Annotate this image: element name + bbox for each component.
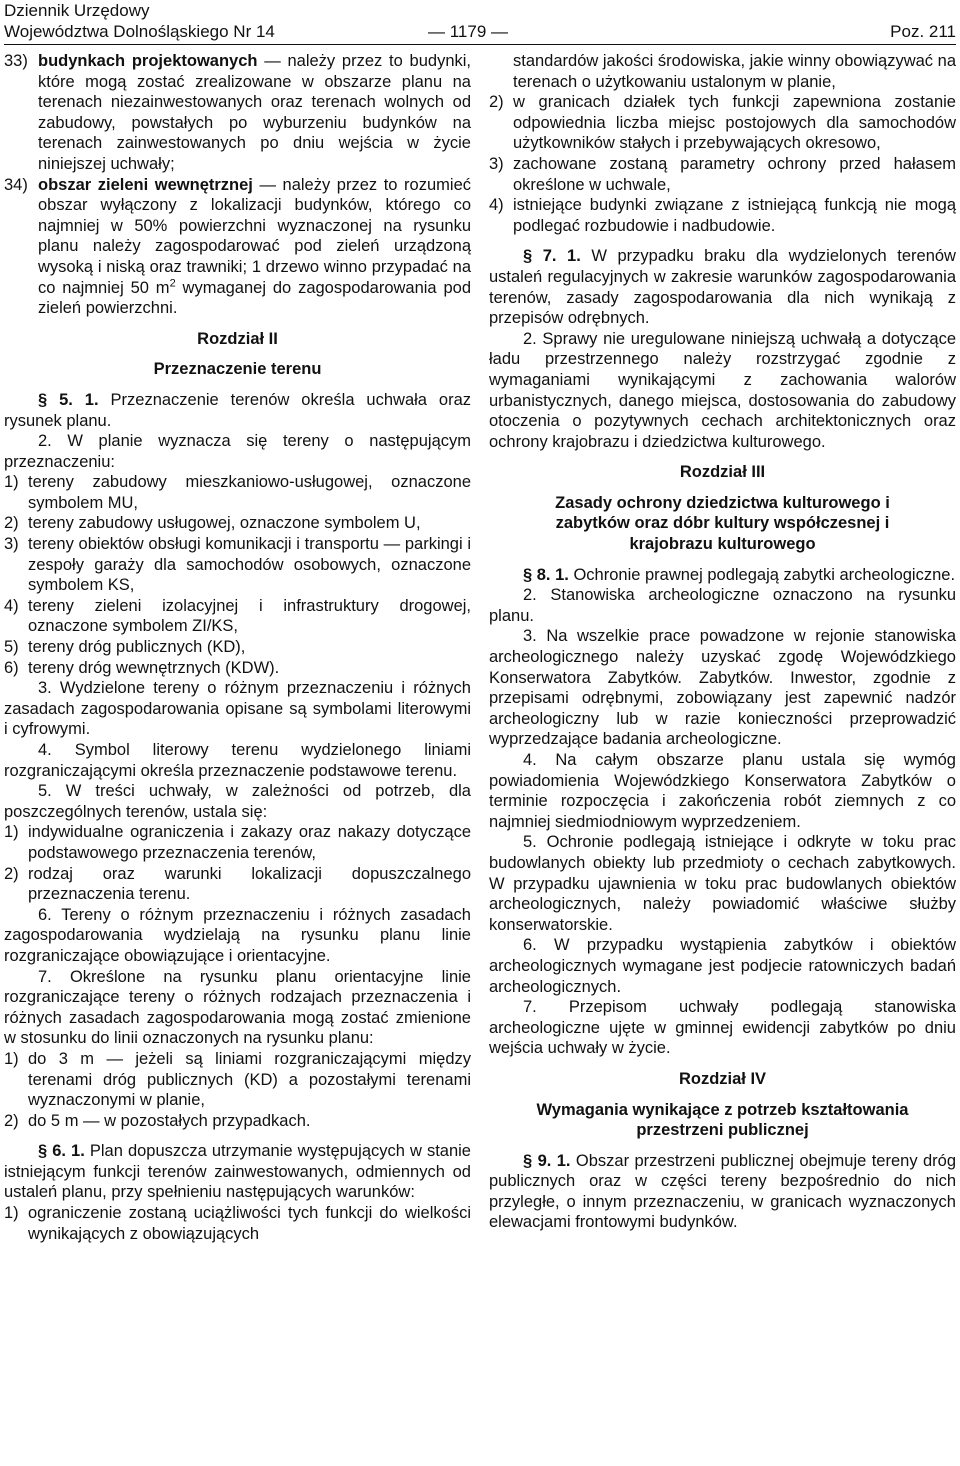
paragraph: § 9. 1. Obszar przestrzeni publicznej obejmuje tereny dróg publicznych oraz w części tereny bezpośrednio do nich przyległe, o innym przeznaczeniu, w granicach wyznaczonych elewacjami frontowymi budynków.: [489, 1151, 956, 1232]
definition-text: — należy przez to rozumieć obszar wyłączony z lokalizacji budynków, którego co najmniej w 50% powierzchni wyznaczonej na rysunku planu należy zagospodarować pod zieleń urządzoną wysoką i niską oraz trawniki; 1 drzewo winno przypadać na co najmniej 50 m: [38, 175, 471, 297]
list-item-text: tereny zabudowy mieszkaniowo-usługowej, oznaczone symbolem MU,: [28, 473, 471, 512]
list-item: [489, 154, 956, 195]
definition-term: budynkach projektowanych: [38, 52, 258, 70]
section-number: § 7. 1.: [523, 247, 581, 266]
list-item: 1) ograniczenie zostaną uciążliwości tych funkcji do wielkości wynikających z obowiązujących: [4, 1204, 471, 1243]
list-item: [4, 534, 471, 596]
right-column: [489, 51, 956, 1233]
list-item-number: 6): [4, 658, 19, 677]
paragraph: § 6. 1. Plan dopuszcza utrzymanie występujących w stanie istniejącym funkcji terenów zainwestowanych, odmiennych od ustaleń planu, przy spełnieniu następujących warunków:: [4, 1142, 471, 1202]
enumeration-list: [4, 1049, 471, 1131]
list-item-text: tereny zieleni izolacyjnej i infrastruktury drogowej, oznaczone symbolem ZI/KS,: [28, 596, 471, 636]
list-item-text: zachowane zostaną parametry ochrony przed hałasem określone w uchwale,: [513, 154, 956, 194]
superscript: 2: [169, 277, 176, 290]
list-item-number: 1): [4, 823, 19, 842]
list-item-text: indywidualne ograniczenia i zakazy oraz nakazy dotyczące podstawowego przeznaczenia terenów,: [28, 823, 471, 862]
publication-subtitle: Województwa Dolnośląskiego Nr 14: [4, 22, 275, 41]
chapter-title: Rozdział II: [197, 329, 278, 348]
definition-33: 33) budynkach projektowanych — należy przez to budynki, które mogą zostać zrealizowane w obszarze planu na terenach niezainwestowanych oraz terenach wolnych od zabudowy, powstałych po wyburzeniu budynków na terenach zainwestowanych po dniu wejścia w życie niniejszej uchwały;: [4, 52, 471, 173]
list-item-number: 2): [4, 864, 19, 883]
list-item: [4, 1111, 471, 1132]
list-item-continued: standardów jakości środowiska, jakie winny obowiązywać na terenach o użytkowaniu ustalonym w planie,: [513, 52, 956, 91]
paragraph: 2. W planie wyznacza się tereny o następującym przeznaczeniu:: [4, 432, 471, 471]
list-item: [4, 658, 471, 679]
paragraph: § 5. 1. Przeznaczenie terenów określa uchwała oraz rysunek planu.: [4, 390, 472, 430]
chapter-subtitle: Przeznaczenie terenu: [153, 360, 322, 379]
paragraph: 3. Na wszelkie prace powadzone w rejonie stanowiska archeologicznego należy uzyskać zgodę Wojewódzkiego Konserwatora Zabytków. Zabytków. Inwestor, zgodnie z przepisami odrębnymi, zobowiązany jest zapewnić nadzór archeologiczny lub w razie konieczności przeprowadzić wyprzedzające badania archeologiczne.: [489, 627, 956, 749]
header-divider: [4, 44, 956, 45]
section-number: § 5. 1.: [38, 390, 99, 409]
paragraph: § 7. 1. W przypadku braku dla wydzielonych terenów ustaleń regulacyjnych w zakresie warunków zagospodarowania terenów, zasady zagospodarowania dla nich wynikają z przepisów odrębnych.: [489, 247, 956, 328]
chapter-subtitle: Zasady ochrony dziedzictwa kulturowego i zabytków oraz dóbr kultury współczesnej i krajobrazu kulturowego: [555, 493, 890, 554]
list-item: [4, 596, 471, 637]
list-item-number: 1): [4, 1049, 19, 1068]
list-item-number: 4): [4, 596, 19, 615]
paragraph: 5. Ochronie podlegają istniejące i odkryte w toku prac budowlanych obiekty lub przedmioty o cechach zabytkowych. W przypadku ujawnienia w toku prac budowlanych obiektów archeologicznych, należy powiadomić właściwe służby konserwatorskie.: [489, 833, 956, 934]
list-item: [4, 864, 471, 905]
paragraph: 5. W treści uchwały, w zależności od potrzeb, dla poszczególnych terenów, ustala się:: [4, 782, 471, 821]
enumeration-list: [4, 822, 471, 904]
page-header: [4, 0, 956, 42]
list-item: [4, 1049, 471, 1111]
list-item-text: do 5 m — w pozostałych przypadkach.: [28, 1111, 311, 1130]
list-item-number: 3): [489, 154, 504, 173]
enumeration-list: [489, 92, 956, 236]
paragraph: § 8. 1. Ochronie prawnej podlegają zabytki archeologiczne.: [523, 565, 956, 584]
definition-34: 34) obszar zieleni wewnętrznej — należy przez to rozumieć obszar wyłączony z lokalizacji budynków, którego co najmniej w 50% powierzchni wyznaczonej na rysunku planu należy zagospodarować pod zieleń urządzoną wysoką i niską oraz trawniki; 1 drzewo winno przypadać na co najmniej 50 $m^2$ wymaganej do zagospodarowania pod zieleń powierzchni.: [4, 175, 471, 318]
section-number: § 9. 1.: [523, 1151, 571, 1170]
paragraph: 7. Określone na rysunku planu orientacyjne linie rozgraniczające tereny o różnych rodzajach przeznaczenia i różnych zasadach zagospodarowania mogą zostać zmienione w stosunku do linii oznaczonych na rysunku planu:: [4, 967, 471, 1048]
list-item-number: 5): [4, 638, 19, 657]
list-item-number: 3): [4, 535, 19, 554]
enumeration-list: [4, 472, 471, 678]
publication-title: Dziennik Urzędowy: [4, 1, 150, 20]
list-item-number: 1): [4, 473, 19, 492]
left-column: [4, 51, 471, 1244]
list-item-text: tereny obiektów obsługi komunikacji i transportu — parkingi i zespoły garaży dla samochodów osobowych, oznaczone symbolem KS,: [28, 535, 471, 595]
list-item-text: tereny dróg wewnętrznych (KDW).: [28, 658, 280, 677]
section-number: § 6. 1.: [38, 1142, 85, 1161]
list-item: [489, 195, 956, 236]
paragraph: 7. Przepisom uchwały podlegają stanowiska archeologiczne ujęte w gminnej ewidencji zabytków po dniu wejścia uchwały w życie.: [489, 998, 956, 1058]
list-item: [4, 472, 471, 513]
list-item-text: do 3 m — jeżeli są liniami rozgraniczającymi między terenami dróg publicznych (KD) a pozostałymi terenami wyznaczonymi w planie,: [28, 1049, 471, 1110]
list-item-number: 2): [489, 93, 504, 112]
list-item: [489, 92, 956, 154]
paragraph: 6. W przypadku wystąpienia zabytków i obiektów archeologicznych wymagane jest podjecie ratowniczych badań archeologicznych.: [489, 936, 956, 996]
definition-term: obszar zieleni wewnętrznej: [38, 175, 253, 194]
section-number: § 8. 1.: [523, 565, 569, 584]
list-item-number: 2): [4, 514, 19, 533]
list-item: [4, 513, 471, 534]
list-item-text: tereny zabudowy usługowej, oznaczone symbolem U,: [28, 514, 421, 533]
list-item-text: w granicach działek tych funkcji zapewniona zostanie odpowiednia liczba miejsc postojowych dla samochodów użytkowników stałych i przebywających okresowo,: [513, 93, 956, 153]
list-item: [4, 822, 471, 863]
list-item: [4, 637, 471, 658]
definition-text: — należy przez to budynki, które mogą zostać zrealizowane w obszarze planu na terenach niezainwestowanych oraz terenach wolnych od zabudowy, powstałych po wyburzeniu budynków na terenach zainwestowanych po dniu wejścia w życie niniejszej uchwały;: [38, 52, 471, 173]
position-label: Poz. 211: [890, 22, 956, 41]
paragraph: 6. Tereny o różnym przeznaczeniu i różnych zasadach zagospodarowania wydzielają na rysunku planu linie rozgraniczające obowiązujące i orientacyjne.: [4, 905, 471, 965]
page-number: — 1179 —: [428, 22, 509, 41]
chapter-subtitle: Wymagania wynikające z potrzeb kształtowania przestrzeni publicznej: [536, 1100, 909, 1140]
list-item-number: 2): [4, 1111, 19, 1130]
definition-text: wymaganej do zagospodarowania pod zieleń powierzchni.: [38, 278, 471, 318]
paragraph: 2. Stanowiska archeologiczne oznaczono na rysunku planu.: [489, 586, 956, 625]
list-item-text: tereny dróg publicznych (KD),: [28, 638, 246, 657]
paragraph: 4. Symbol literowy terenu wydzielonego liniami rozgraniczającymi określa przeznaczenie podstawowe terenu.: [4, 741, 471, 780]
list-item-text: rodzaj oraz warunki lokalizacji dopuszczalnego przeznaczenia terenu.: [28, 864, 471, 904]
paragraph: 2. Sprawy nie uregulowane niniejszą uchwałą a dotyczące ładu przestrzennego należy rozstrzygać zgodnie z wymaganiami wynikającymi z zachowania walorów urbanistycznych, danego miejsca, dostosowania do zabudowy otoczenia o pozytywnych cechach architektonicznych oraz ochrony krajobrazu i dziedzictwa kulturowego.: [489, 329, 956, 451]
paragraph: 4. Na całym obszarze planu ustala się wymóg powiadomienia Wojewódzkiego Konserwatora Zabytków o terminie rozpoczęcia i zakończenia robót ziemnych z co najmniej siedmiodniowym wyprzedzeniem.: [489, 751, 956, 831]
paragraph: 3. Wydzielone tereny o różnym przeznaczeniu i różnych zasadach zagospodarowania opisane są symbolami literowymi i cyfrowymi.: [4, 679, 471, 739]
chapter-title: Rozdział III: [679, 463, 766, 482]
list-item-text: istniejące budynki związane z istniejącą funkcją nie mogą podlegać rozbudowie i nadbudowie.: [513, 196, 956, 235]
list-item-number: 4): [489, 196, 504, 215]
chapter-title: Rozdział IV: [678, 1069, 767, 1088]
